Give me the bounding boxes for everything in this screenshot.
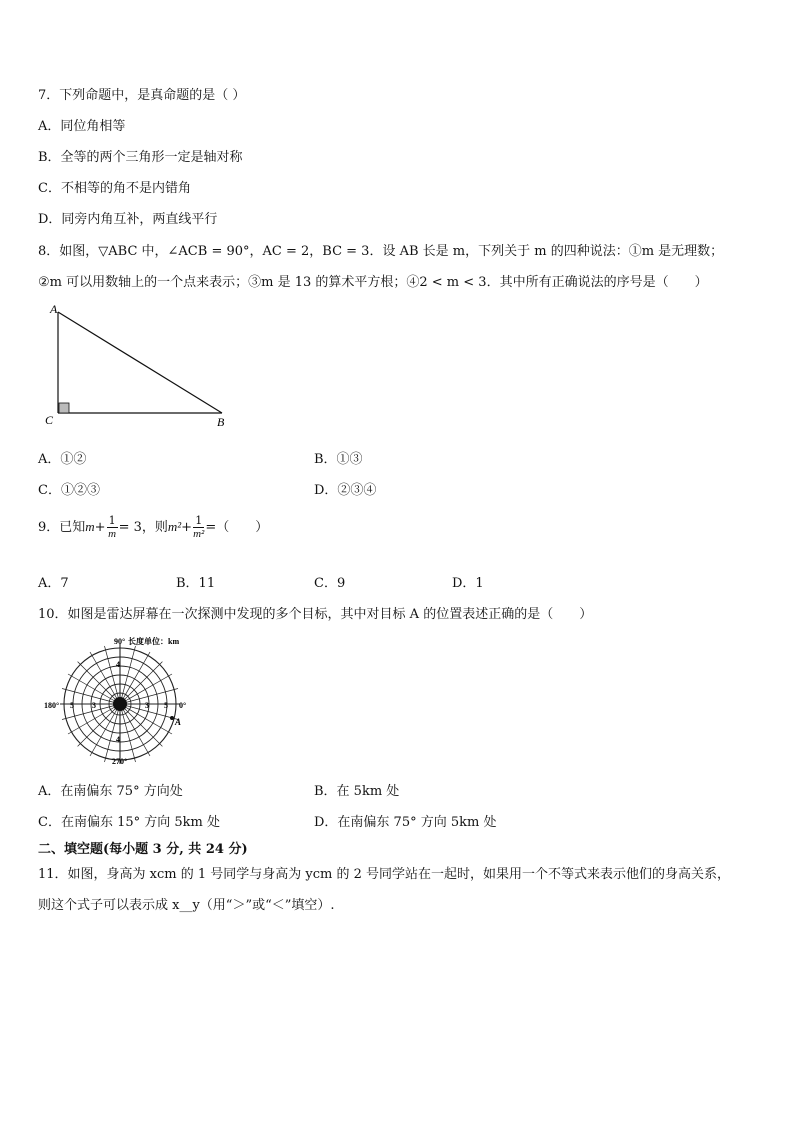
q9-fraction-2 — [193, 515, 204, 540]
ring-label-4-top: 4 — [116, 660, 120, 669]
q9-frac1-numerator: 1 — [108, 514, 116, 527]
q9-fraction-1 — [107, 515, 118, 540]
q9-option-b: B．11 — [176, 576, 216, 591]
deg-270-label: 270° — [112, 757, 128, 766]
side-ab — [58, 312, 222, 413]
q8-stem-line2: ②m 可以用数轴上的一个点来表示；③m 是 13 的算术平方根；④2 < m < 3．其中所有正确说法的序号是（ ） — [38, 275, 708, 290]
deg-0-label: 0° — [179, 701, 187, 710]
ring-label-4-bottom: 4 — [116, 735, 120, 744]
target-a-label: A — [175, 717, 182, 727]
ring-label-5-right: 5 — [164, 701, 168, 710]
unit-label: 长度单位：km — [128, 637, 180, 646]
radar-spoke — [120, 662, 162, 704]
right-angle-mark — [59, 403, 69, 413]
deg-90-label: 90° — [114, 637, 126, 646]
q11-line2: 则这个式子可以表示成 x__y（用“＞”或“＜”填空）. — [38, 898, 335, 913]
q8-option-d: D．②③④ — [314, 483, 377, 498]
q7-stem: 7．下列命题中，是真命题的是（ ） — [38, 88, 246, 103]
radar-spoke — [78, 662, 120, 704]
q9-frac2-denominator: m² — [193, 528, 205, 540]
q8-option-b: B．①③ — [314, 452, 363, 467]
q11-line1: 11．如图，身高为 xcm 的 1 号同学与身高为 ycm 的 2 号同学站在一起时，如果用一个不等式来表示他们的身高关系， — [38, 867, 731, 882]
radar-spoke — [120, 704, 162, 746]
q9-prefix: 9．已知 — [38, 520, 86, 535]
q9-option-a: A．7 — [38, 576, 69, 591]
label-c: C — [45, 413, 54, 427]
ring-label-3-left: 3 — [92, 701, 96, 710]
ring-label-3-right: 3 — [145, 701, 149, 710]
q8-option-c: C．①②③ — [38, 483, 100, 498]
q9-stem — [38, 514, 268, 541]
q7-option-a: A．同位角相等 — [38, 119, 126, 134]
label-a: A — [50, 302, 58, 316]
q9-option-d: D．1 — [452, 576, 484, 591]
q8-stem-line1: 8．如图，▽ABC 中，∠ACB = 90°，AC = 2，BC = 3．设 AB 长是 m，下列关于 m 的四种说法：①m 是无理数； — [38, 244, 724, 259]
q7-option-d: D．同旁内角互补，两直线平行 — [38, 212, 218, 227]
q10-option-b: B．在 5km 处 — [314, 784, 400, 799]
q7-option-b: B．全等的两个三角形一定是轴对称 — [38, 150, 243, 165]
target-a-dot — [170, 716, 174, 720]
q8-triangle-figure — [40, 300, 240, 430]
q10-option-d: D．在南偏东 75° 方向 5km 处 — [314, 815, 497, 830]
q9-tail: =（ ） — [205, 520, 269, 535]
q10-stem: 10．如图是雷达屏幕在一次探测中发现的多个目标，其中对目标 A 的位置表述正确的是（ ） — [38, 607, 593, 622]
q9-plus2: + — [181, 520, 193, 535]
q9-eq: = 3，则 — [118, 520, 168, 535]
q9-m-squared: m² — [167, 519, 182, 534]
section-2-title: 二、填空题(每小题 3 分, 共 24 分) — [38, 842, 248, 857]
q9-m: m — [85, 519, 95, 534]
q10-option-a: A．在南偏东 75° 方向处 — [38, 784, 183, 799]
radar-spoke — [78, 704, 120, 746]
label-b: B — [217, 415, 225, 429]
deg-180-label: 180° — [44, 701, 60, 710]
q9-frac2-numerator: 1 — [193, 515, 204, 528]
ring-label-5-left: 5 — [70, 701, 74, 710]
q8-option-a: A．①② — [38, 452, 87, 467]
q7-option-c: C．不相等的角不是内错角 — [38, 181, 191, 196]
q10-radar-figure — [42, 634, 202, 766]
q9-frac1-denominator: m — [108, 528, 117, 540]
q9-option-c: C．9 — [314, 576, 346, 591]
q9-plus1: + — [94, 520, 106, 535]
q10-option-c: C．在南偏东 15° 方向 5km 处 — [38, 815, 220, 830]
radar-center — [113, 697, 127, 711]
